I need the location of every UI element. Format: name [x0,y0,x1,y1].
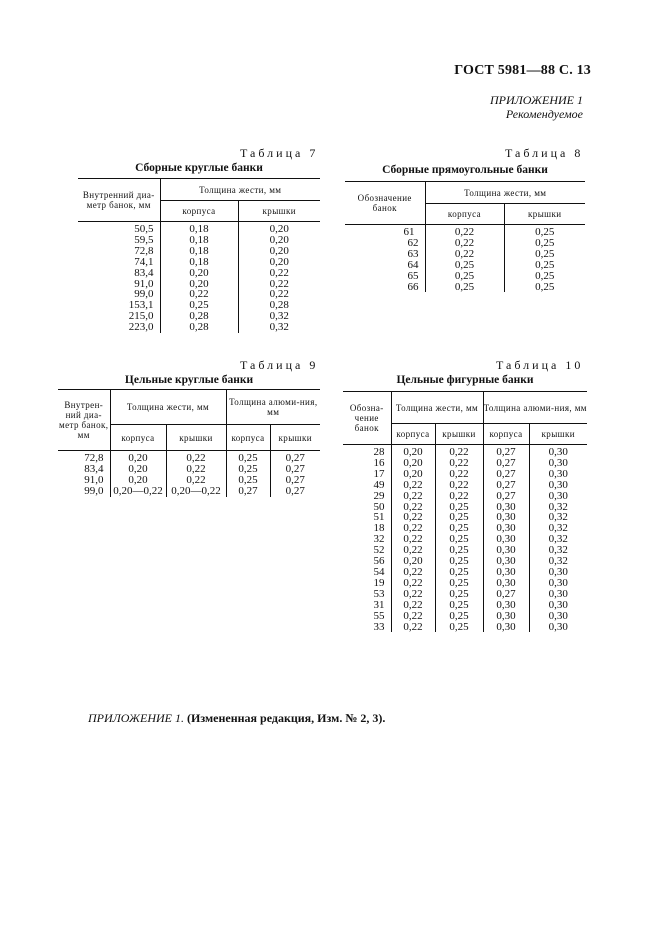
table-cell: 0,27 [483,589,529,600]
table-cell: 223,0 [78,322,160,333]
table-cell: 0,25 [435,611,483,622]
table-cell: 0,22 [391,534,435,545]
table-cell: 61 [345,225,425,238]
table-cell: 0,20 [391,445,435,458]
table-cell: 0,32 [548,500,568,513]
table7-col-diam: Внутренний диа-метр банок, мм [78,179,160,222]
table-row [343,622,587,633]
table-cell: 0,25 [435,502,483,513]
table-cell: 0,20 [110,475,166,486]
table8-label: Таблица 8 [505,146,584,160]
table7-title: Сборные круглые банки [135,162,263,174]
table-cell: 0,30 [548,489,568,502]
table-cell: 49 [343,480,391,491]
table-cell: 0,20—0,22 [110,486,166,497]
table10-col-tin: Толщина жести, мм [391,392,483,424]
table-cell: 0,28 [160,322,238,333]
table-cell: 0,20 [160,279,238,290]
table-cell: 0,20 [269,223,289,235]
table-cell: 0,25 [226,475,270,486]
table9-title: Цельные круглые банки [124,374,254,386]
table-cell: 0,22 [391,578,435,589]
table-cell: 0,27 [285,473,305,486]
table8 [345,181,585,292]
table-cell: 0,30 [483,600,529,611]
table-cell: 29 [343,491,391,502]
table-row [343,480,587,491]
table-cell: 0,25 [435,578,483,589]
table-cell: 28 [343,445,391,458]
table-row [78,322,320,333]
table-row [343,491,587,502]
table-cell: 153,1 [78,300,160,311]
table-cell: 0,22 [391,589,435,600]
table-row [78,268,320,279]
table-cell: 0,30 [548,598,568,611]
table-cell: 0,27 [285,462,305,475]
table-cell: 0,25 [435,600,483,611]
table10-col-body-al: корпуса [483,424,529,445]
amendment-note-text: (Измененная редакция, Изм. № 2, 3). [186,711,386,725]
page-header: ГОСТ 5981—88 С. 13 [454,63,591,78]
table-cell: 0,30 [483,523,529,534]
appendix-label: ПРИЛОЖЕНИЕ 1 [490,93,583,107]
table-cell: 0,30 [548,620,568,633]
table9-col-tin: Толщина жести, мм [110,390,226,425]
table-cell: 0,30 [548,478,568,491]
table-row [58,451,320,464]
table-cell: 0,22 [391,523,435,534]
table-cell: 72,8 [78,246,160,257]
table-cell: 62 [345,238,425,249]
table-row [343,611,587,622]
table-cell: 16 [343,458,391,469]
table-cell: 215,0 [78,311,160,322]
table-cell: 0,25 [435,523,483,534]
table-cell: 0,18 [160,222,238,235]
table-cell: 0,22 [435,458,483,469]
table-cell: 0,20 [391,556,435,567]
table-cell: 0,22 [435,445,483,458]
table9 [58,389,320,497]
table-cell: 0,22 [166,464,226,475]
table10-label: Таблица 10 [496,358,584,372]
table-cell: 0,30 [483,622,529,633]
table-cell: 0,20 [110,464,166,475]
table-cell: 0,32 [548,544,568,557]
table-cell: 0,27 [226,486,270,497]
table-cell: 0,32 [548,522,568,535]
table-cell: 0,30 [548,467,568,480]
table-cell: 0,25 [435,589,483,600]
table-cell: 0,22 [425,238,504,249]
table-cell: 56 [343,556,391,567]
table-cell: 0,22 [391,545,435,556]
table-cell: 55 [343,611,391,622]
table8-col-body: корпуса [425,204,504,225]
table-cell: 0,27 [483,491,529,502]
table-cell: 0,25 [435,545,483,556]
table-cell: 0,20 [391,458,435,469]
table-cell: 0,22 [166,475,226,486]
table-cell: 0,22 [269,266,289,279]
table-cell: 0,20 [391,469,435,480]
table-cell: 0,25 [226,451,270,464]
table-cell: 0,22 [391,567,435,578]
table-cell: 0,30 [548,456,568,469]
table-cell: 0,20 [269,244,289,257]
table-cell: 50 [343,502,391,513]
table-cell: 0,18 [160,246,238,257]
table-cell: 0,27 [285,484,305,497]
table-cell: 0,25 [535,247,555,260]
table-cell: 0,27 [285,452,305,464]
table-cell: 74,1 [78,257,160,268]
table-cell: 0,25 [435,534,483,545]
table-cell: 59,5 [78,235,160,246]
table7-label: Таблица 7 [240,146,319,160]
table-row [343,600,587,611]
table-cell: 0,18 [160,235,238,246]
table-cell: 0,22 [435,480,483,491]
table-cell: 0,30 [548,587,568,600]
table-row [78,257,320,268]
table-cell: 0,25 [535,236,555,249]
appendix-status: Рекомендуемое [505,107,583,121]
table-cell: 0,27 [483,480,529,491]
table-cell: 0,22 [391,622,435,633]
table8-col-tin: Толщина жести, мм [425,182,585,204]
table-cell: 0,25 [435,556,483,567]
table-cell: 0,25 [435,622,483,633]
table-cell: 0,25 [535,269,555,282]
table-cell: 0,27 [483,445,529,458]
table-cell: 0,25 [535,226,555,238]
table-cell: 63 [345,249,425,260]
table-cell: 0,30 [483,502,529,513]
table-cell: 0,25 [435,512,483,523]
table-cell: 91,0 [58,475,110,486]
table-cell: 0,32 [269,321,289,334]
table-cell: 0,25 [425,271,504,282]
table8-col-desig: Обозначение банок [345,182,425,225]
table9-col-al: Толщина алюми-ния, мм [226,390,320,425]
table-cell: 52 [343,545,391,556]
table-cell: 0,25 [535,280,555,293]
table-row [345,225,585,238]
table8-title: Сборные прямоугольные банки [382,164,548,176]
table-cell: 0,20 [269,233,289,246]
table-cell: 0,22 [269,288,289,301]
table-cell: 0,25 [425,282,504,293]
appendix-heading [490,93,583,121]
table-cell: 0,30 [483,512,529,523]
table-cell: 0,30 [483,611,529,622]
table9-col-body-al: корпуса [226,425,270,451]
table-cell: 0,32 [548,555,568,568]
table-cell: 91,0 [78,279,160,290]
table-row [345,271,585,282]
table-cell: 99,0 [58,486,110,497]
table-row [345,282,585,293]
table-cell: 19 [343,578,391,589]
table7-col-tin: Толщина жести, мм [160,179,320,201]
amendment-note [88,711,385,726]
table-cell: 0,20 [110,451,166,464]
table10 [343,391,587,632]
table-cell: 83,4 [78,268,160,279]
table9-col-diam: Внутрен-ний диа-метр банок, мм [58,390,110,451]
table10-col-al: Толщина алюми-ния, мм [483,392,587,424]
table-cell: 0,27 [483,469,529,480]
table-cell: 0,30 [483,567,529,578]
table-cell: 0,30 [548,446,568,458]
table-cell: 18 [343,523,391,534]
table9-col-lid: крышки [166,425,226,451]
table-cell: 33 [343,622,391,633]
table-cell: 99,0 [78,289,160,300]
table-cell: 0,30 [548,565,568,578]
table7-col-lid: крышки [238,201,320,222]
table-cell: 51 [343,512,391,523]
table-cell: 53 [343,589,391,600]
table-row [78,222,320,235]
table-cell: 0,30 [548,609,568,622]
table-cell: 0,30 [483,534,529,545]
table-row [345,260,585,271]
table-cell: 50,5 [78,222,160,235]
table-cell: 0,22 [391,480,435,491]
table-row [343,445,587,458]
table-cell: 0,25 [435,567,483,578]
table-cell: 0,27 [483,458,529,469]
table-cell: 0,22 [391,611,435,622]
table9-col-lid-al: крышки [270,425,320,451]
table-cell: 0,25 [226,464,270,475]
table-cell: 0,20—0,22 [166,486,226,497]
table10-col-body: корпуса [391,424,435,445]
table-cell: 72,8 [58,451,110,464]
table-cell: 0,22 [425,225,504,238]
table-cell: 0,25 [425,260,504,271]
table8-col-lid: крышки [504,204,585,225]
table-cell: 66 [345,282,425,293]
amendment-note-lead: ПРИЛОЖЕНИЕ 1. [88,711,184,725]
table-cell: 0,25 [160,300,238,311]
table-cell: 0,30 [483,578,529,589]
table-cell: 31 [343,600,391,611]
table10-title: Цельные фигурные банки [396,374,534,386]
table-cell: 0,22 [269,277,289,290]
table-cell: 0,22 [435,469,483,480]
table-cell: 0,28 [160,311,238,322]
table-cell: 0,22 [425,249,504,260]
table-cell: 0,30 [483,545,529,556]
table-cell: 0,22 [391,600,435,611]
table7-col-body: корпуса [160,201,238,222]
table-cell: 0,32 [548,533,568,546]
table9-label: Таблица 9 [240,358,319,372]
table-row [58,486,320,497]
table10-col-lid: крышки [435,424,483,445]
table-cell: 0,22 [435,491,483,502]
table10-col-desig: Обозна-чение банок [343,392,391,445]
table-cell: 17 [343,469,391,480]
table-cell: 64 [345,260,425,271]
table-cell: 0,18 [160,257,238,268]
table-cell: 0,22 [160,289,238,300]
table-cell: 54 [343,567,391,578]
table-cell: 32 [343,534,391,545]
table-cell: 0,22 [166,451,226,464]
table10-col-lid-al: крышки [529,424,587,445]
table-cell: 0,30 [548,576,568,589]
table-cell: 0,22 [391,512,435,523]
table-cell: 65 [345,271,425,282]
table-cell: 0,22 [391,502,435,513]
table9-col-body: корпуса [110,425,166,451]
table7 [78,178,320,333]
table-cell: 0,20 [160,268,238,279]
table-cell: 0,20 [269,255,289,268]
table-cell: 0,25 [535,258,555,271]
table-cell: 0,32 [269,310,289,323]
table-cell: 0,28 [269,299,289,312]
table-cell: 0,32 [548,511,568,524]
table-cell: 0,22 [391,491,435,502]
table-cell: 0,30 [483,556,529,567]
table-cell: 83,4 [58,464,110,475]
